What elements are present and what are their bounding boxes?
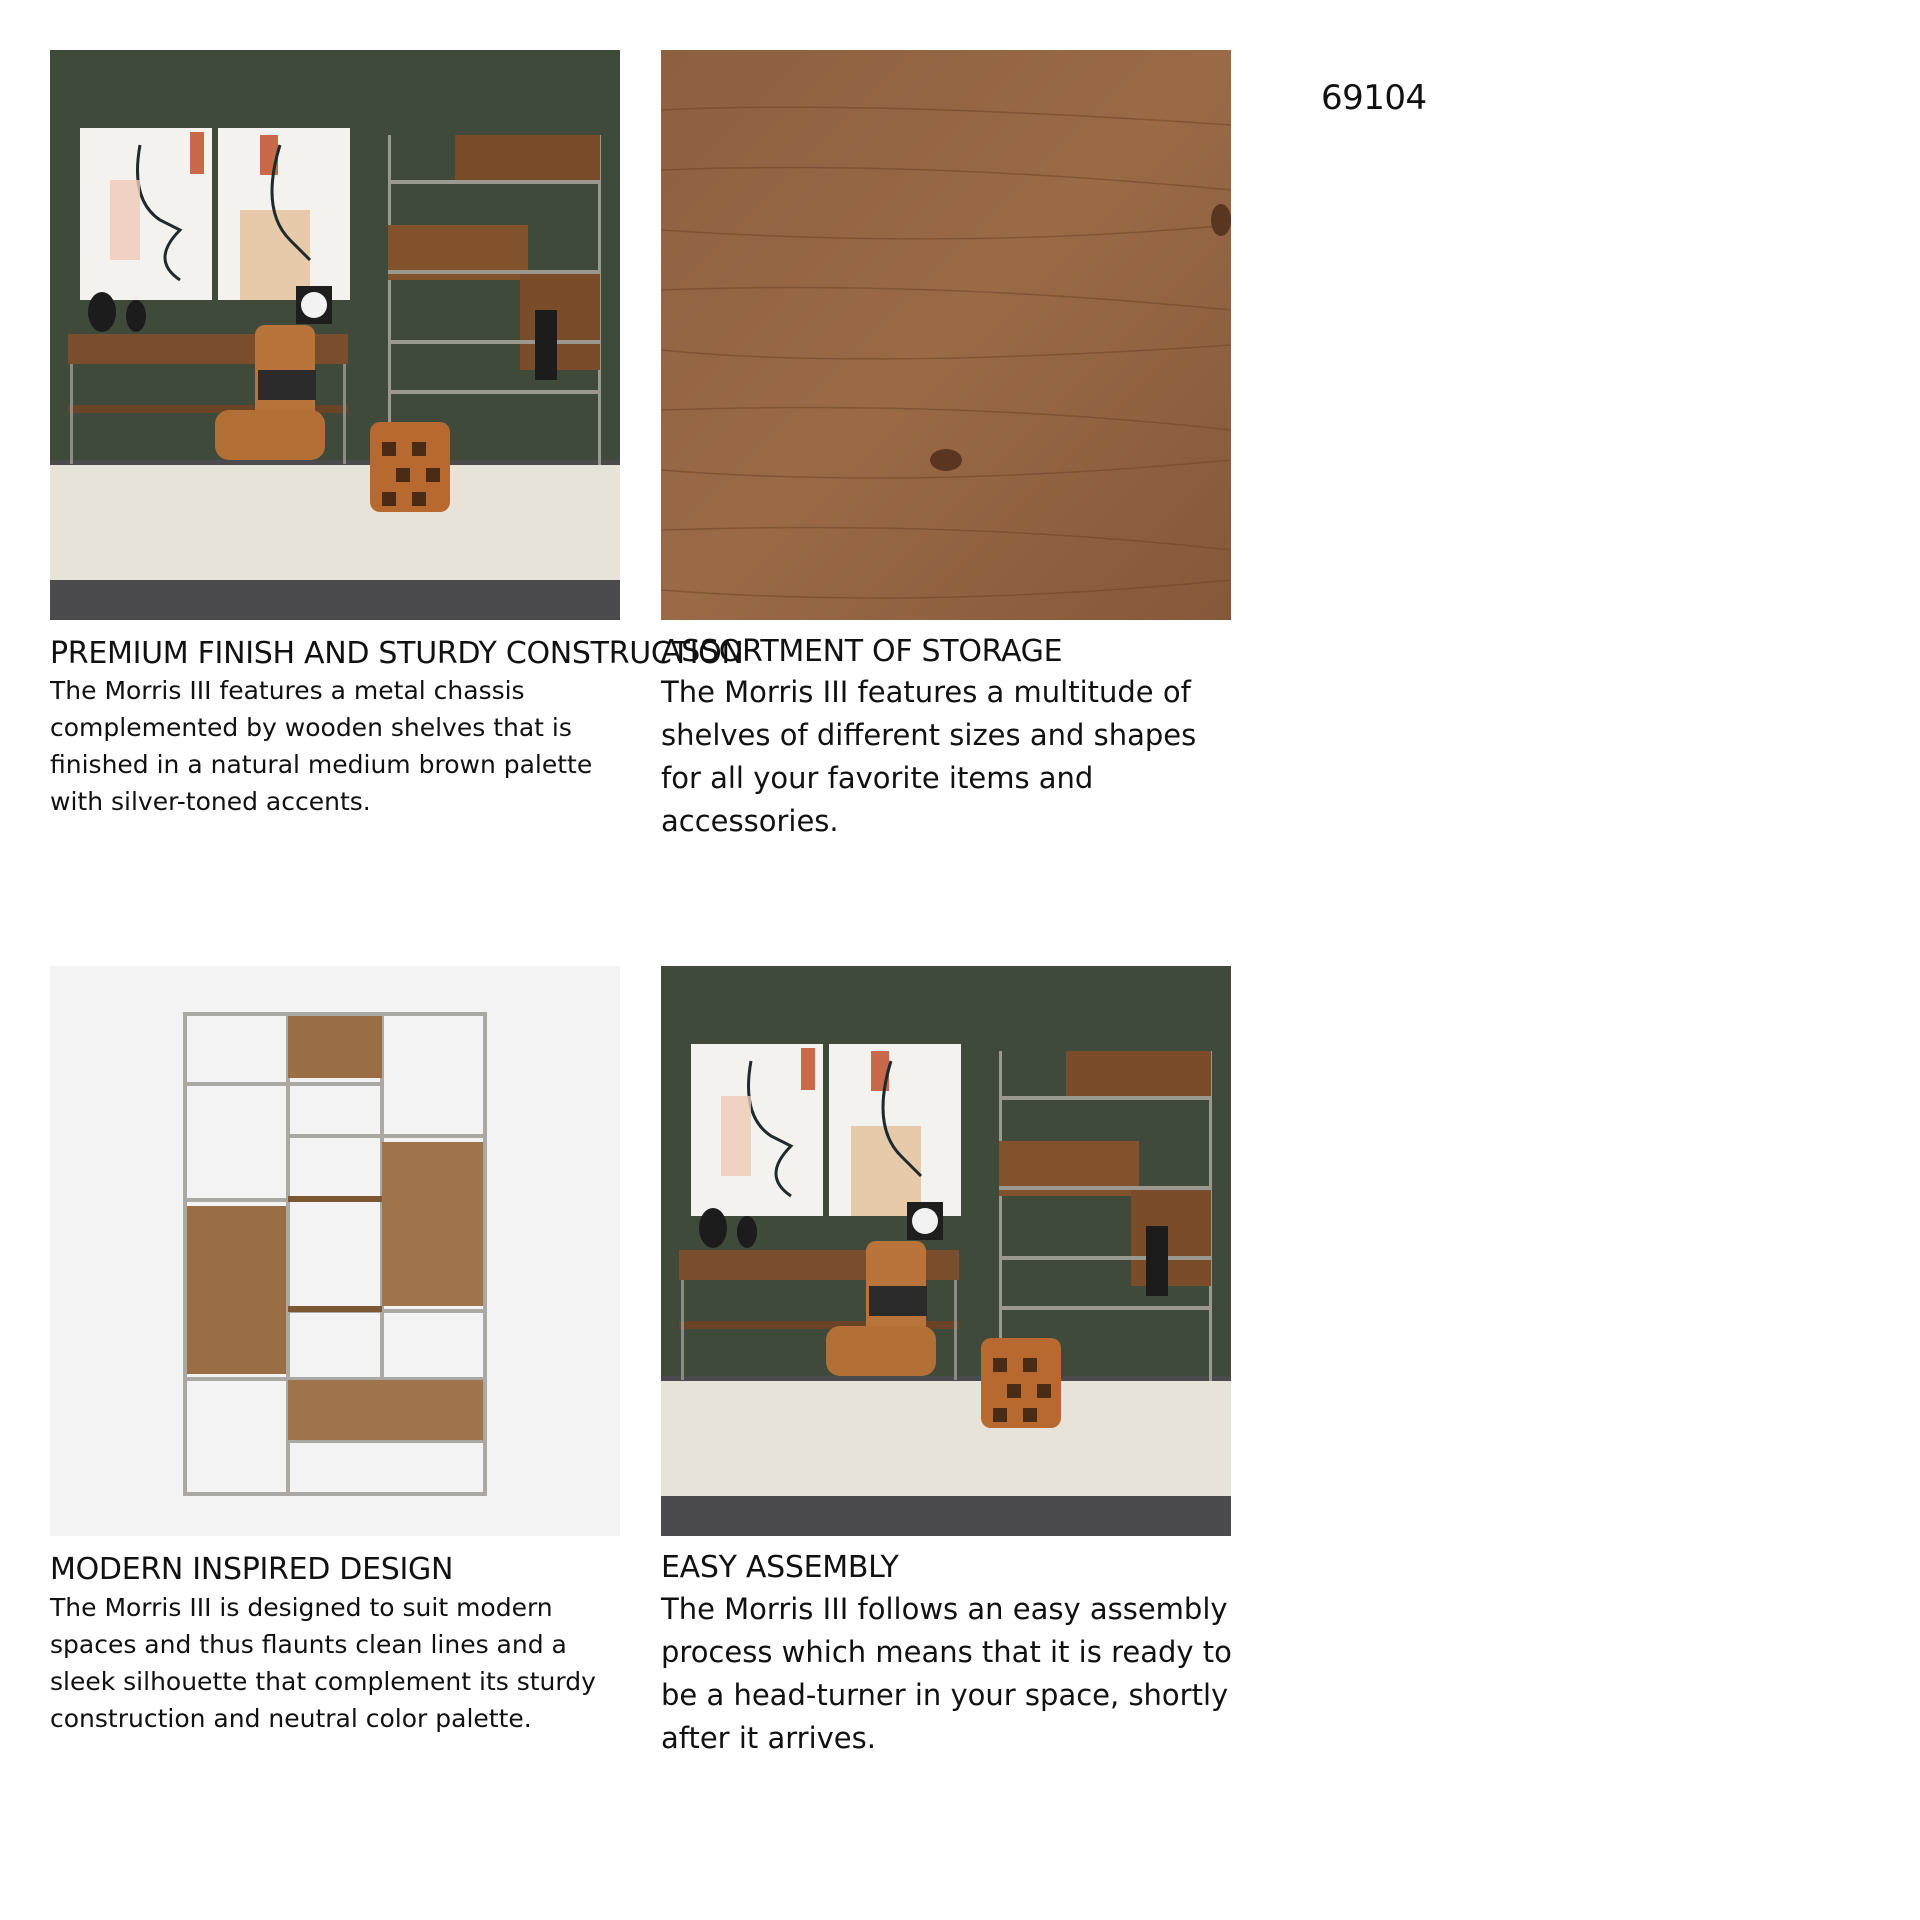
room-scene-photo — [661, 966, 1231, 1536]
feature-description: The Morris III is designed to suit modern spaces and thus flaunts clean lines and a sleek silhouette that complement its sturdy construction and neutral color palette. — [50, 1593, 596, 1733]
room-scene-photo — [50, 50, 620, 620]
product-sku: 69104 — [1321, 78, 1427, 118]
feature-title: ASSORTMENT OF STORAGE — [661, 634, 1063, 669]
feature-title: MODERN INSPIRED DESIGN — [50, 1552, 454, 1587]
feature-description: The Morris III features a multitude of shelves of different sizes and shapes for all your favorite items and accessories. — [661, 675, 1197, 838]
feature-description: The Morris III follows an easy assembly process which means that it is ready to be a head-turner in your space, shortly after it arrives. — [661, 1592, 1232, 1755]
wood-grain-closeup — [661, 50, 1231, 620]
feature-title: EASY ASSEMBLY — [661, 1550, 899, 1585]
feature-title: PREMIUM FINISH AND STURDY CONSTRUCTION — [50, 636, 744, 671]
bookshelf-product-photo — [50, 966, 620, 1536]
feature-description: The Morris III features a metal chassis complemented by wooden shelves that is finished in a natural medium brown palette with silver-toned accents. — [50, 676, 593, 816]
